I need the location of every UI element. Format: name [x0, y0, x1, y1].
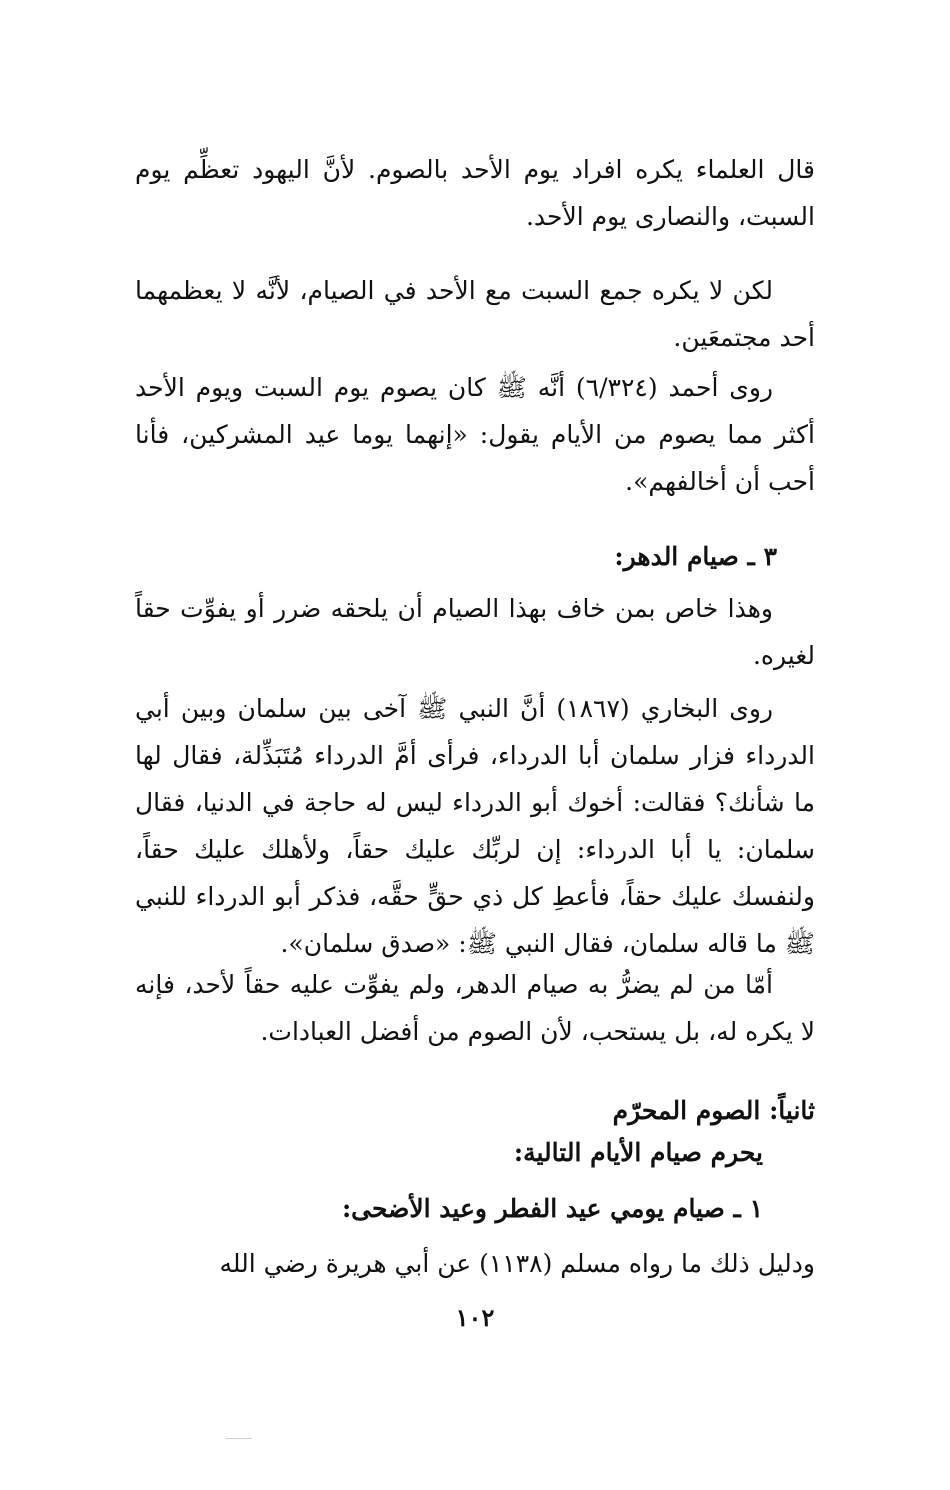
footer-mark	[226, 1438, 252, 1439]
heading-forbidden-days: يحرم صيام الأيام التالية:	[513, 1138, 763, 1167]
heading-forbidden-fasting: ثانياً: الصوم المحرّم	[612, 1096, 815, 1125]
paragraph-sunday-fasting: قال العلماء يكره افراد يوم الأحد بالصوم. لأنَّ اليهود تعظِّم يوم السبت، والنصارى يوم الأحد.	[135, 155, 815, 231]
paragraph-perpetual-fasting-condition: وهذا خاص بمن خاف بهذا الصيام أن يلحقه ضرر أو يفوِّت حقاً لغيره.	[135, 594, 815, 670]
heading-eid-days: ١ ـ صيام يومي عيد الفطر وعيد الأضحى:	[341, 1194, 763, 1223]
paragraph-ahmad-narration: روى أحمد (٦/٣٢٤) أنَّه ﷺ كان يصوم يوم السبت ويوم الأحد أكثر مما يصوم من الأيام يقول: «إنهما يوما عيد المشركين، فأنا أحب أن أخالفهم».	[135, 373, 815, 496]
paragraph-bukhari-narration: روى البخاري (١٨٦٧) أنَّ النبي ﷺ آخى بين سلمان وبين أبي الدرداء فزار سلمان أبا الدرداء، فرأى أمَّ الدرداء مُتَبَذِّلة، فقال لها ما شأنك؟ فقالت: أخوك أبو الدرداء ليس له حاجة في الدنيا، فقال سلمان: يا أبا الدرداء: إن لربِّك عليك حقاً، ولأهلك عليك حقاً، ولنفسك عليك حقاً، فأعطِ كل ذي حقٍّ حقَّه، فذكر أبو الدرداء للنبي ﷺ ما قاله سلمان، فقال النبي ﷺ: «صدق سلمان».	[135, 694, 815, 958]
page-number: ١٠٢	[455, 1303, 495, 1332]
heading-perpetual-fasting: ٣ ـ صيام الدهر:	[614, 542, 777, 571]
paragraph-perpetual-fasting-ruling: أمّا من لم يضرُّ به صيام الدهر، ولم يفوِّت عليه حقاً لأحد، فإنه لا يكره له، بل يستحب، لأن الصوم من أفضل العبادات.	[135, 970, 815, 1046]
paragraph-saturday-sunday: لكن لا يكره جمع السبت مع الأحد في الصيام، لأنَّه لا يعظمهما أحد مجتمعَين.	[135, 276, 815, 352]
paragraph-muslim-narration: ودليل ذلك ما رواه مسلم (١١٣٨) عن أبي هريرة رضي الله	[219, 1249, 815, 1278]
